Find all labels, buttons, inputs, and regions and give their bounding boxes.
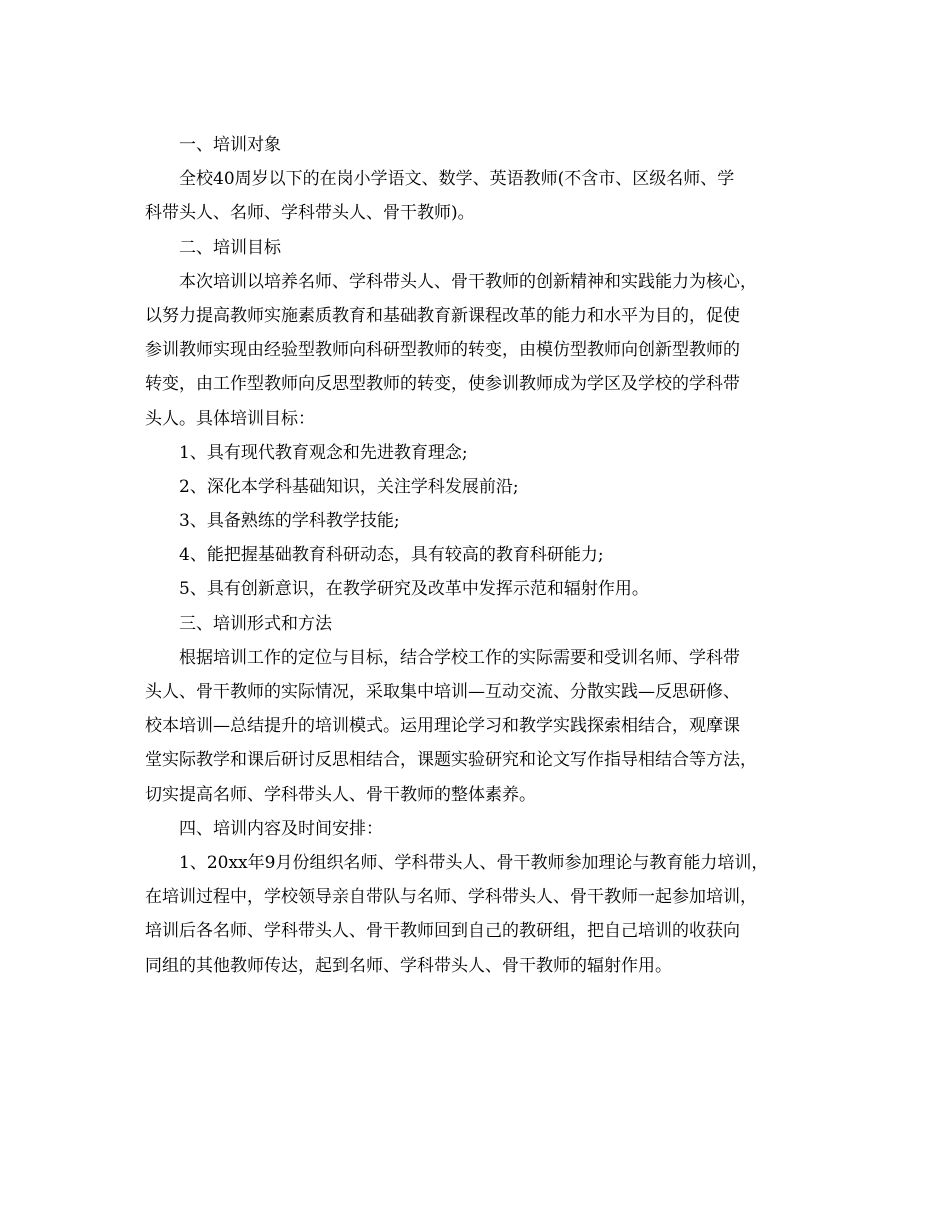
goal-list-item: 1、具有现代教育观念和先进教育理念; xyxy=(179,442,468,463)
paragraph-line: 同组的其他教师传达，起到名师、学科带头人、骨干教师的辐射作用。 xyxy=(145,955,672,976)
goal-list-item: 2、深化本学科基础知识，关注学科发展前沿; xyxy=(179,476,519,497)
section-heading-training-targets: 一、培训对象 xyxy=(179,135,281,155)
paragraph-line: 切实提高名师、学科带头人、骨干教师的整体素养。 xyxy=(145,784,536,805)
paragraph-line: 以努力提高教师实施素质教育和基础教育新课程改革的能力和水平为目的，促使 xyxy=(145,305,740,326)
paragraph-line: 1、20xx年9月份组织名师、学科带头人、骨干教师参加理论与教育能力培训， xyxy=(179,852,769,873)
section-heading-training-methods: 三、培训形式和方法 xyxy=(179,613,332,634)
paragraph-line: 转变，由工作型教师向反思型教师的转变，使参训教师成为学区及学校的学科带 xyxy=(145,374,740,395)
section-heading-training-goals: 二、培训目标 xyxy=(179,237,281,258)
paragraph-line: 本次培训以培养名师、学科带头人、骨干教师的创新精神和实践能力为核心， xyxy=(179,271,757,292)
paragraph-line: 参训教师实现由经验型教师向科研型教师的转变，由模仿型教师向创新型教师的 xyxy=(145,340,740,361)
goal-list-item: 3、具备熟练的学科教学技能; xyxy=(179,511,400,532)
document-body xyxy=(145,128,815,983)
paragraph-line: 头人。具体培训目标： xyxy=(145,408,315,429)
goal-list-item: 4、能把握基础教育科研动态，具有较高的教育科研能力; xyxy=(179,545,604,566)
paragraph-line: 在培训过程中，学校领导亲自带队与名师、学科带头人、骨干教师一起参加培训， xyxy=(145,887,757,908)
paragraph-line: 头人、骨干教师的实际情况，采取集中培训—互动交流、分散实践—反思研修、 xyxy=(145,682,740,702)
section-heading-content-schedule: 四、培训内容及时间安排： xyxy=(179,818,383,839)
paragraph-line: 培训后各名师、学科带头人、骨干教师回到自己的教研组，把自己培训的收获向 xyxy=(145,921,740,942)
paragraph-line: 全校40周岁以下的在岗小学语文、数学、英语教师(不含市、区级名师、学 xyxy=(179,169,735,190)
paragraph-line: 科带头人、名师、学科带头人、骨干教师)。 xyxy=(145,203,475,224)
paragraph-line: 校本培训—总结提升的培训模式。运用理论学习和教学实践探索相结合，观摩课 xyxy=(145,716,740,737)
goal-list-item: 5、具有创新意识，在教学研究及改革中发挥示范和辐射作用。 xyxy=(179,579,649,600)
paragraph-line: 根据培训工作的定位与目标，结合学校工作的实际需要和受训名师、学科带 xyxy=(179,647,740,668)
paragraph-line: 堂实际教学和课后研讨反思相结合，课题实验研究和论文写作指导相结合等方法， xyxy=(145,750,757,771)
